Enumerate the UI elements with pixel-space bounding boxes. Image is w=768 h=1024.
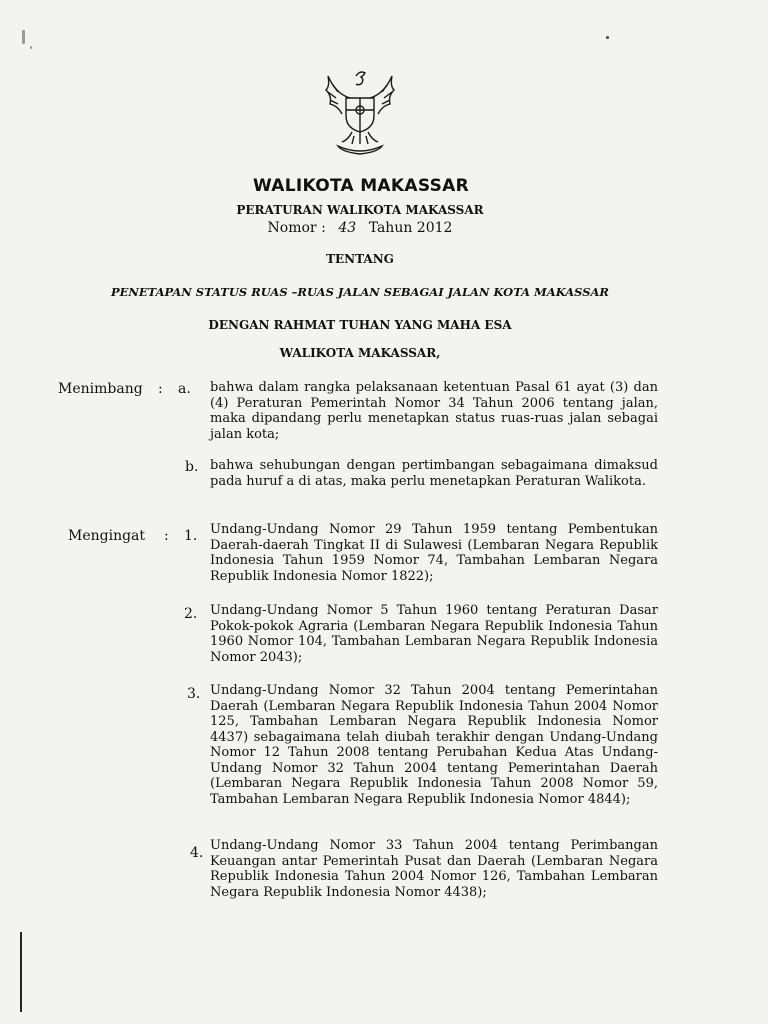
about-heading: TENTANG <box>326 252 394 266</box>
menimbang-item-text: bahwa dalam rangka pelaksanaan ketentuan Pasal 61 ayat (3) dan (4) Peraturan Pemerintah Nomor 34 Tahun 2006 tentang jalan, maka dipandang perlu menetapkan status ruas-ruas jalan sebagai jalan kota; <box>210 380 658 442</box>
garuda-emblem-icon <box>310 66 410 160</box>
mengingat-item-text: Undang-Undang Nomor 32 Tahun 2004 tentang Pemerintahan Daerah (Lembaran Negara Republik Indonesia Tahun 2004 Nomor 125, Tambahan Lembaran Negara Republik Indonesia Nomor 4437) sebagaimana telah diubah terakhir dengan Undang-Undang Nomor 12 Tahun 2008 tentang Perubahan Kedua Atas Undang-Undang Nomor 32 Tahun 2004 tentang Pemerintahan Daerah (Lembaran Negara Republik Indonesia Tahun 2008 Nomor 59, Tambahan Lembaran Negara Republik Indonesia Nomor 4844); <box>210 683 658 807</box>
scan-speck <box>606 36 609 39</box>
issuer-heading: WALIKOTA MAKASSAR, <box>279 346 441 360</box>
scan-speck <box>30 46 32 49</box>
mengingat-colon: : <box>164 528 169 544</box>
menimbang-label: Menimbang <box>58 381 143 397</box>
menimbang-item-marker: a. <box>178 381 191 397</box>
year-label: Tahun 2012 <box>368 220 453 236</box>
number-value: 43 <box>338 220 357 236</box>
menimbang-colon: : <box>158 381 163 397</box>
mengingat-label: Mengingat <box>68 528 146 544</box>
mengingat-item-text: Undang-Undang Nomor 29 Tahun 1959 tentang Pembentukan Daerah-daerah Tingkat II di Sulawesi (Lembaran Negara Republik Indonesia Tahun 1959 Nomor 74, Tambahan Lembaran Negara Republik Indonesia Nomor 1822); <box>210 522 658 584</box>
mengingat-item-text: Undang-Undang Nomor 5 Tahun 1960 tentang Peraturan Dasar Pokok-pokok Agraria (Lembaran Negara Republik Indonesia Tahun 1960 Nomor 104, Tambahan Lembaran Negara Republik Indonesia Nomor 2043); <box>210 603 658 665</box>
invocation-heading: DENGAN RAHMAT TUHAN YANG MAHA ESA <box>208 318 512 332</box>
number-label: Nomor : <box>267 220 326 236</box>
regulation-number-line <box>0 220 720 236</box>
mengingat-item-marker: 1. <box>184 528 198 544</box>
menimbang-item-marker: b. <box>185 459 199 475</box>
mengingat-item-marker: 4. <box>190 845 204 861</box>
regulation-subject: PENETAPAN STATUS RUAS –RUAS JALAN SEBAGAI JALAN KOTA MAKASSAR <box>110 285 609 299</box>
page-title: WALIKOTA MAKASSAR <box>253 176 469 196</box>
mengingat-item-marker: 3. <box>187 686 201 702</box>
mengingat-item-marker: 2. <box>184 606 198 622</box>
mengingat-item-text: Undang-Undang Nomor 33 Tahun 2004 tentang Perimbangan Keuangan antar Pemerintah Pusat dan Daerah (Lembaran Negara Republik Indonesia Tahun 2004 Nomor 126, Tambahan Lembaran Negara Republik Indonesia Nomor 4438); <box>210 838 658 900</box>
scan-edge-line <box>20 932 22 1012</box>
regulation-type: PERATURAN WALIKOTA MAKASSAR <box>236 203 484 217</box>
scan-speck <box>22 30 25 44</box>
menimbang-item-text: bahwa sehubungan dengan pertimbangan sebagaimana dimaksud pada huruf a di atas, maka perlu menetapkan Peraturan Walikota. <box>210 458 658 489</box>
